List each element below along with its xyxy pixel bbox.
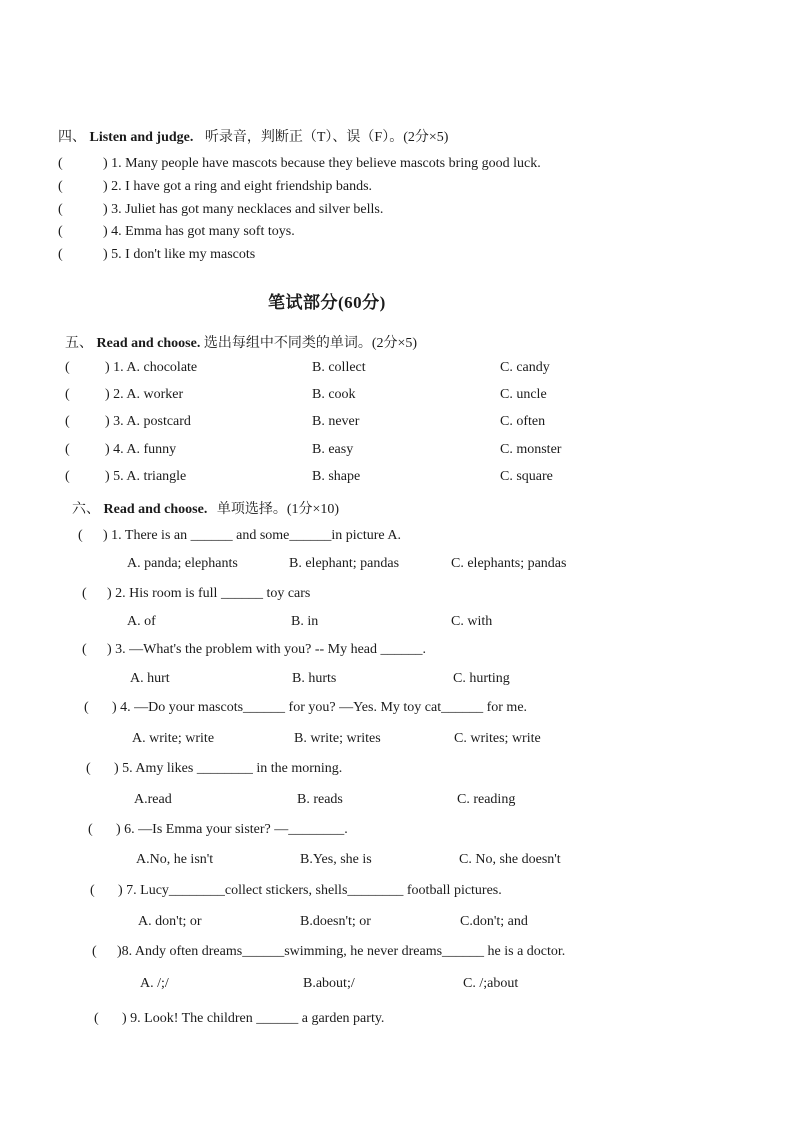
mc-2-option-b: B. in	[291, 614, 319, 629]
listen-item-5	[58, 247, 256, 263]
mc-7-option-b: B.doesn't; or	[300, 914, 371, 929]
option-a: ) 3. A. postcard	[105, 414, 191, 429]
answer-paren[interactable]: (	[78, 528, 83, 543]
listen-item-1	[58, 156, 541, 172]
word-choice-row-2	[65, 387, 765, 403]
mc-question-2	[82, 586, 311, 602]
section-6-number: 六、	[72, 502, 100, 517]
listen-item-3	[58, 202, 384, 218]
mc-question-8	[92, 944, 566, 960]
answer-paren[interactable]: (	[58, 179, 63, 194]
word-choice-row-4	[65, 442, 765, 458]
question-text: ) 6. —Is Emma your sister? —________.	[116, 822, 348, 837]
section-6-title-cn: 单项选择。(1分×10)	[216, 502, 340, 517]
section-4-heading	[58, 126, 448, 146]
answer-paren[interactable]: (	[58, 224, 63, 239]
mc-1-option-c: C. elephants; pandas	[451, 556, 567, 571]
answer-paren[interactable]: (	[82, 642, 87, 657]
answer-paren[interactable]: (	[90, 883, 95, 898]
section-4-title-cn: 听录音，判断正（T）、误（F）。(2分×5)	[204, 130, 449, 145]
listen-item-text: ) 2. I have got a ring and eight friendship bands.	[103, 179, 373, 194]
mc-7-option-c: C.don't; and	[460, 914, 528, 929]
mc-question-3	[82, 642, 427, 658]
section-4-title-en: Listen and judge.	[89, 130, 194, 145]
mc-6-option-c: C. No, she doesn't	[459, 852, 561, 867]
mc-question-7	[90, 883, 502, 899]
section-6-title-en: Read and choose.	[103, 502, 208, 517]
mc-question-1	[78, 528, 401, 544]
question-text: ) 5. Amy likes ________ in the morning.	[114, 761, 343, 776]
question-text: ) 4. —Do your mascots______ for you? —Yes. My toy cat______ for me.	[112, 700, 528, 715]
listen-item-text: ) 5. I don't like my mascots	[103, 247, 256, 262]
answer-paren[interactable]: (	[65, 442, 70, 457]
listen-item-text: ) 3. Juliet has got many necklaces and silver bells.	[103, 202, 384, 217]
option-b: B. never	[312, 414, 360, 429]
listen-item-text: ) 4. Emma has got many soft toys.	[103, 224, 295, 239]
answer-paren[interactable]: (	[65, 360, 70, 375]
mc-3-option-a: A. hurt	[130, 671, 170, 686]
answer-paren[interactable]: (	[58, 156, 63, 171]
listen-item-2	[58, 179, 373, 195]
option-a: ) 1. A. chocolate	[105, 360, 198, 375]
mc-5-option-b: B. reads	[297, 792, 343, 807]
answer-paren[interactable]: (	[65, 469, 70, 484]
option-c: C. square	[500, 469, 553, 484]
question-text: ) 9. Look! The children ______ a garden party.	[122, 1011, 385, 1026]
mc-3-option-c: C. hurting	[453, 671, 510, 686]
answer-paren[interactable]: (	[58, 202, 63, 217]
option-a: ) 5. A. triangle	[105, 469, 187, 484]
option-b: B. easy	[312, 442, 354, 457]
answer-paren[interactable]: (	[88, 822, 93, 837]
mc-question-5	[86, 761, 343, 777]
option-b: B. shape	[312, 469, 361, 484]
answer-paren[interactable]: (	[94, 1011, 99, 1026]
section-5-title-en: Read and choose.	[96, 336, 201, 351]
question-text: ) 1. There is an ______ and some______in picture A.	[103, 528, 401, 543]
mc-4-option-a: A. write; write	[132, 731, 215, 746]
answer-paren[interactable]: (	[82, 586, 87, 601]
answer-paren[interactable]: (	[65, 387, 70, 402]
section-5-title-cn: 选出每组中不同类的单词。(2分×5)	[203, 336, 418, 351]
listen-item-text: ) 1. Many people have mascots because they believe mascots bring good luck.	[103, 156, 541, 171]
mc-8-option-b: B.about;/	[303, 976, 355, 991]
option-c: C. often	[500, 414, 546, 429]
word-choice-row-3	[65, 414, 765, 430]
option-a: ) 4. A. funny	[105, 442, 177, 457]
mc-question-9	[94, 1011, 385, 1027]
question-text: )8. Andy often dreams______swimming, he never dreams______ he is a doctor.	[117, 944, 566, 959]
section-5-heading	[65, 332, 417, 352]
mc-1-option-a: A. panda; elephants	[127, 556, 238, 571]
listen-item-4	[58, 224, 295, 240]
question-text: ) 7. Lucy________collect stickers, shells________ football pictures.	[118, 883, 502, 898]
option-b: B. collect	[312, 360, 366, 375]
question-text: ) 2. His room is full ______ toy cars	[107, 586, 311, 601]
answer-paren[interactable]: (	[65, 414, 70, 429]
mc-5-option-c: C. reading	[457, 792, 516, 807]
section-5-number: 五、	[65, 336, 93, 351]
option-a: ) 2. A. worker	[105, 387, 184, 402]
mc-5-option-a: A.read	[134, 792, 172, 807]
answer-paren[interactable]: (	[86, 761, 91, 776]
word-choice-row-1	[65, 360, 765, 376]
option-c: C. candy	[500, 360, 550, 375]
answer-paren[interactable]: (	[92, 944, 97, 959]
option-b: B. cook	[312, 387, 356, 402]
mc-7-option-a: A. don't; or	[138, 914, 202, 929]
section-4-number: 四、	[58, 130, 86, 145]
mc-3-option-b: B. hurts	[292, 671, 337, 686]
mc-8-option-a: A. /;/	[140, 976, 169, 991]
mc-question-6	[88, 822, 348, 838]
mc-1-option-b: B. elephant; pandas	[289, 556, 400, 571]
mc-2-option-a: A. of	[127, 614, 156, 629]
question-text: ) 3. —What's the problem with you? -- My head ______.	[107, 642, 427, 657]
mc-2-option-c: C. with	[451, 614, 493, 629]
mc-4-option-b: B. write; writes	[294, 731, 381, 746]
mc-6-option-a: A.No, he isn't	[136, 852, 214, 867]
answer-paren[interactable]: (	[84, 700, 89, 715]
written-part-title: 笔试部分(60分)	[268, 293, 386, 312]
mc-question-4	[84, 700, 528, 716]
mc-6-option-b: B.Yes, she is	[300, 852, 372, 867]
word-choice-row-5	[65, 469, 765, 485]
mc-4-option-c: C. writes; write	[454, 731, 541, 746]
section-6-heading	[72, 498, 339, 518]
option-c: C. monster	[500, 442, 562, 457]
answer-paren[interactable]: (	[58, 247, 63, 262]
mc-8-option-c: C. /;about	[463, 976, 519, 991]
option-c: C. uncle	[500, 387, 547, 402]
